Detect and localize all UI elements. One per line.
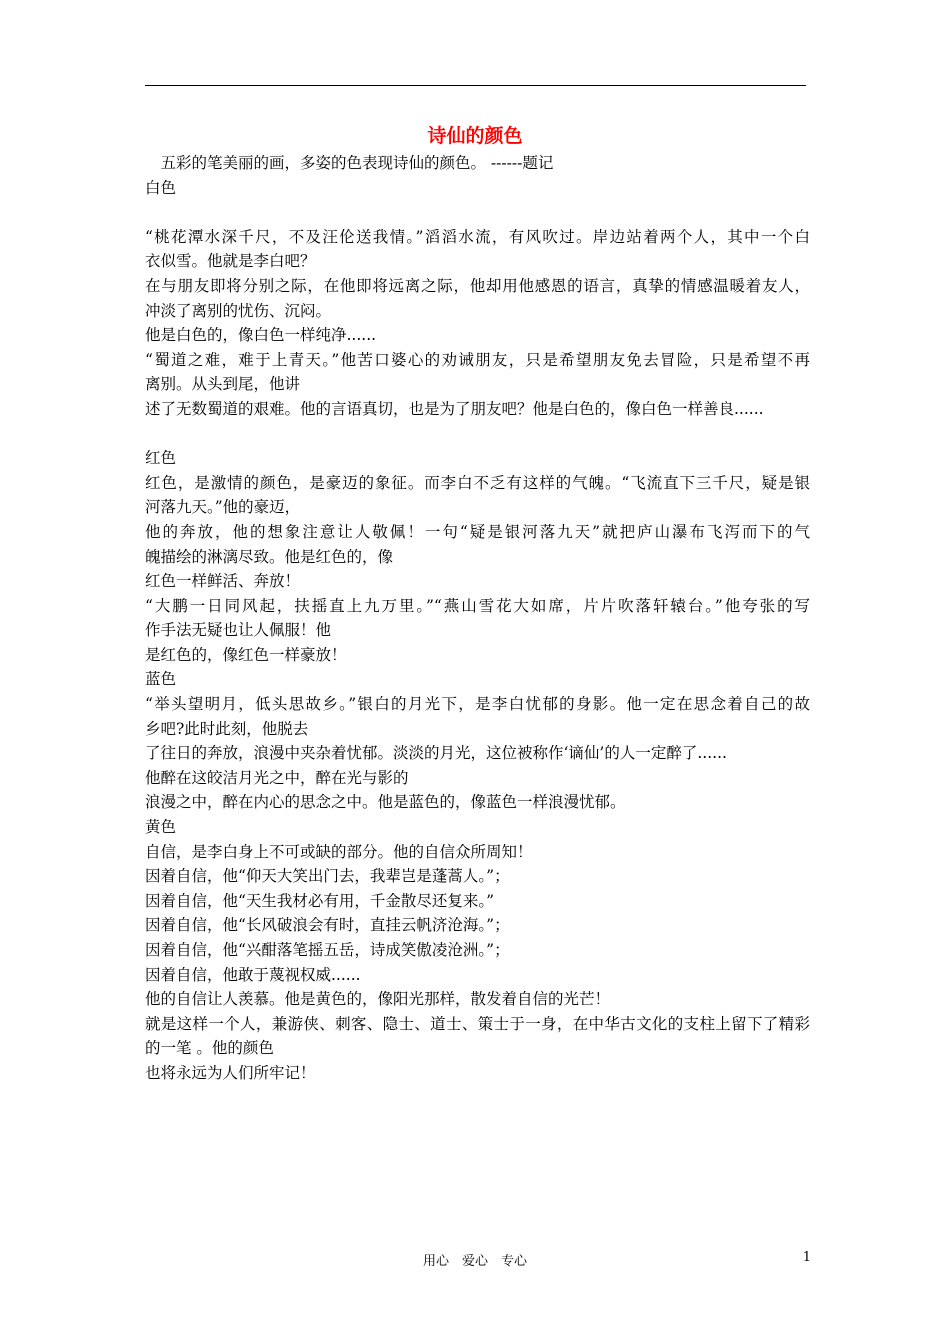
body-line: 因着自信，他“仰天大笑出门去，我辈岂是蓬蒿人。”； (145, 867, 510, 886)
body-line: 因着自信，他“天生我材必有用，千金散尽还复来。” (145, 891, 495, 910)
body-line: 因着自信，他“兴酣落笔摇五岳，诗成笑傲凌沧洲。”； (145, 941, 510, 959)
body-line: 因着自信，他“长风破浪会有时，直挂云帆济沧海。”； (145, 916, 510, 935)
body-line: 是红色的，像红色一样豪放！ (145, 645, 347, 664)
body-line: “蜀道之难，难于上青天。”他苦口婆心的劝诫朋友，只是希望朋友免去冒险，只是希望不再 (145, 350, 810, 369)
header-rule (145, 85, 806, 86)
body-line: 他的奔放，他的想象注意让人敬佩！一句“疑是银河落九天”就把庐山瀑布飞泻而下的气 (145, 522, 810, 541)
footer-slogan: 用心 爱心 专心 (422, 1254, 527, 1269)
body-line: 离别。从头到尾，他讲 (145, 375, 301, 394)
body-line: 他是白色的，像白色一样纯净...... (145, 326, 377, 345)
document-title: 诗仙的颜色 (427, 125, 523, 147)
page-number: 1 (802, 1250, 811, 1265)
body-line: 河落九天。”他的豪迈， (145, 498, 301, 517)
blank-line (145, 200, 810, 225)
body-line: 黄色 (145, 818, 177, 837)
body-line: “举头望明月，低头思故乡。”银白的月光下，是李白忧郁的身影。他一定在思念着自己的故 (145, 695, 810, 714)
body-line: 红色一样鲜活、奔放！ (145, 572, 301, 591)
body-line: 蓝色 (145, 670, 177, 689)
body-line: 作手法无疑也让人佩服！他 (145, 621, 332, 640)
document-body (145, 151, 810, 1086)
body-line: 自信，是李白身上不可或缺的部分。他的自信众所周知！ (145, 842, 533, 861)
body-line: 五彩的笔美丽的画，多姿的色表现诗仙的颜色。 ------题记 (145, 154, 554, 172)
body-line: 了往日的奔放，浪漫中夹杂着忧郁。淡淡的月光，这位被称作‘谪仙’的人一定醉了...... (145, 744, 727, 763)
body-line: 的一笔 。他的颜色 (145, 1039, 274, 1058)
body-line: 冲淡了离别的忧伤、沉闷。 (145, 301, 332, 320)
body-line: 就是这样一个人，兼游侠、刺客、隐士、道士、策士于一身，在中华古文化的支柱上留下了精彩 (145, 1014, 810, 1033)
body-line: 因着自信，他敢于蔑视权威...... (145, 965, 361, 984)
body-line: 浪漫之中，醉在内心的思念之中。他是蓝色的，像蓝色一样浪漫忧郁。 (145, 793, 626, 812)
body-line: 红色 (145, 449, 177, 468)
body-line: 乡吧?此时此刻，他脱去 (145, 719, 309, 738)
body-line: 他的自信让人羡慕。他是黄色的，像阳光那样，散发着自信的光芒！ (145, 990, 611, 1009)
body-line: 他醉在这皎洁月光之中，醉在光与影的 (145, 768, 409, 787)
body-line: “大鹏一日同风起，扶摇直上九万里。”“燕山雪花大如席，片片吹落轩辕台。”他夸张的写 (145, 596, 810, 615)
body-line: 衣似雪。他就是李白吧？ (145, 252, 316, 271)
body-line: 魄描绘的淋漓尽致。他是红色的，像 (145, 547, 394, 566)
body-line: 红色，是激情的颜色，是豪迈的象征。而李白不乏有这样的气魄。“飞流直下三千尺，疑是银 (145, 473, 810, 492)
blank-line (145, 422, 810, 447)
body-line: “桃花潭水深千尺，不及汪伦送我情。”滔滔水流，有风吹过。岸边站着两个人，其中一个白 (145, 227, 810, 246)
body-line: 也将永远为人们所牢记！ (145, 1063, 316, 1082)
body-line: 在与朋友即将分别之际，在他即将远离之际，他却用他感恩的语言，真挚的情感温暖着友人， (145, 276, 810, 295)
body-line: 述了无数蜀道的艰难。他的言语真切，也是为了朋友吧？他是白色的，像白色一样善良...... (145, 399, 764, 418)
body-line: 白色 (145, 178, 177, 197)
